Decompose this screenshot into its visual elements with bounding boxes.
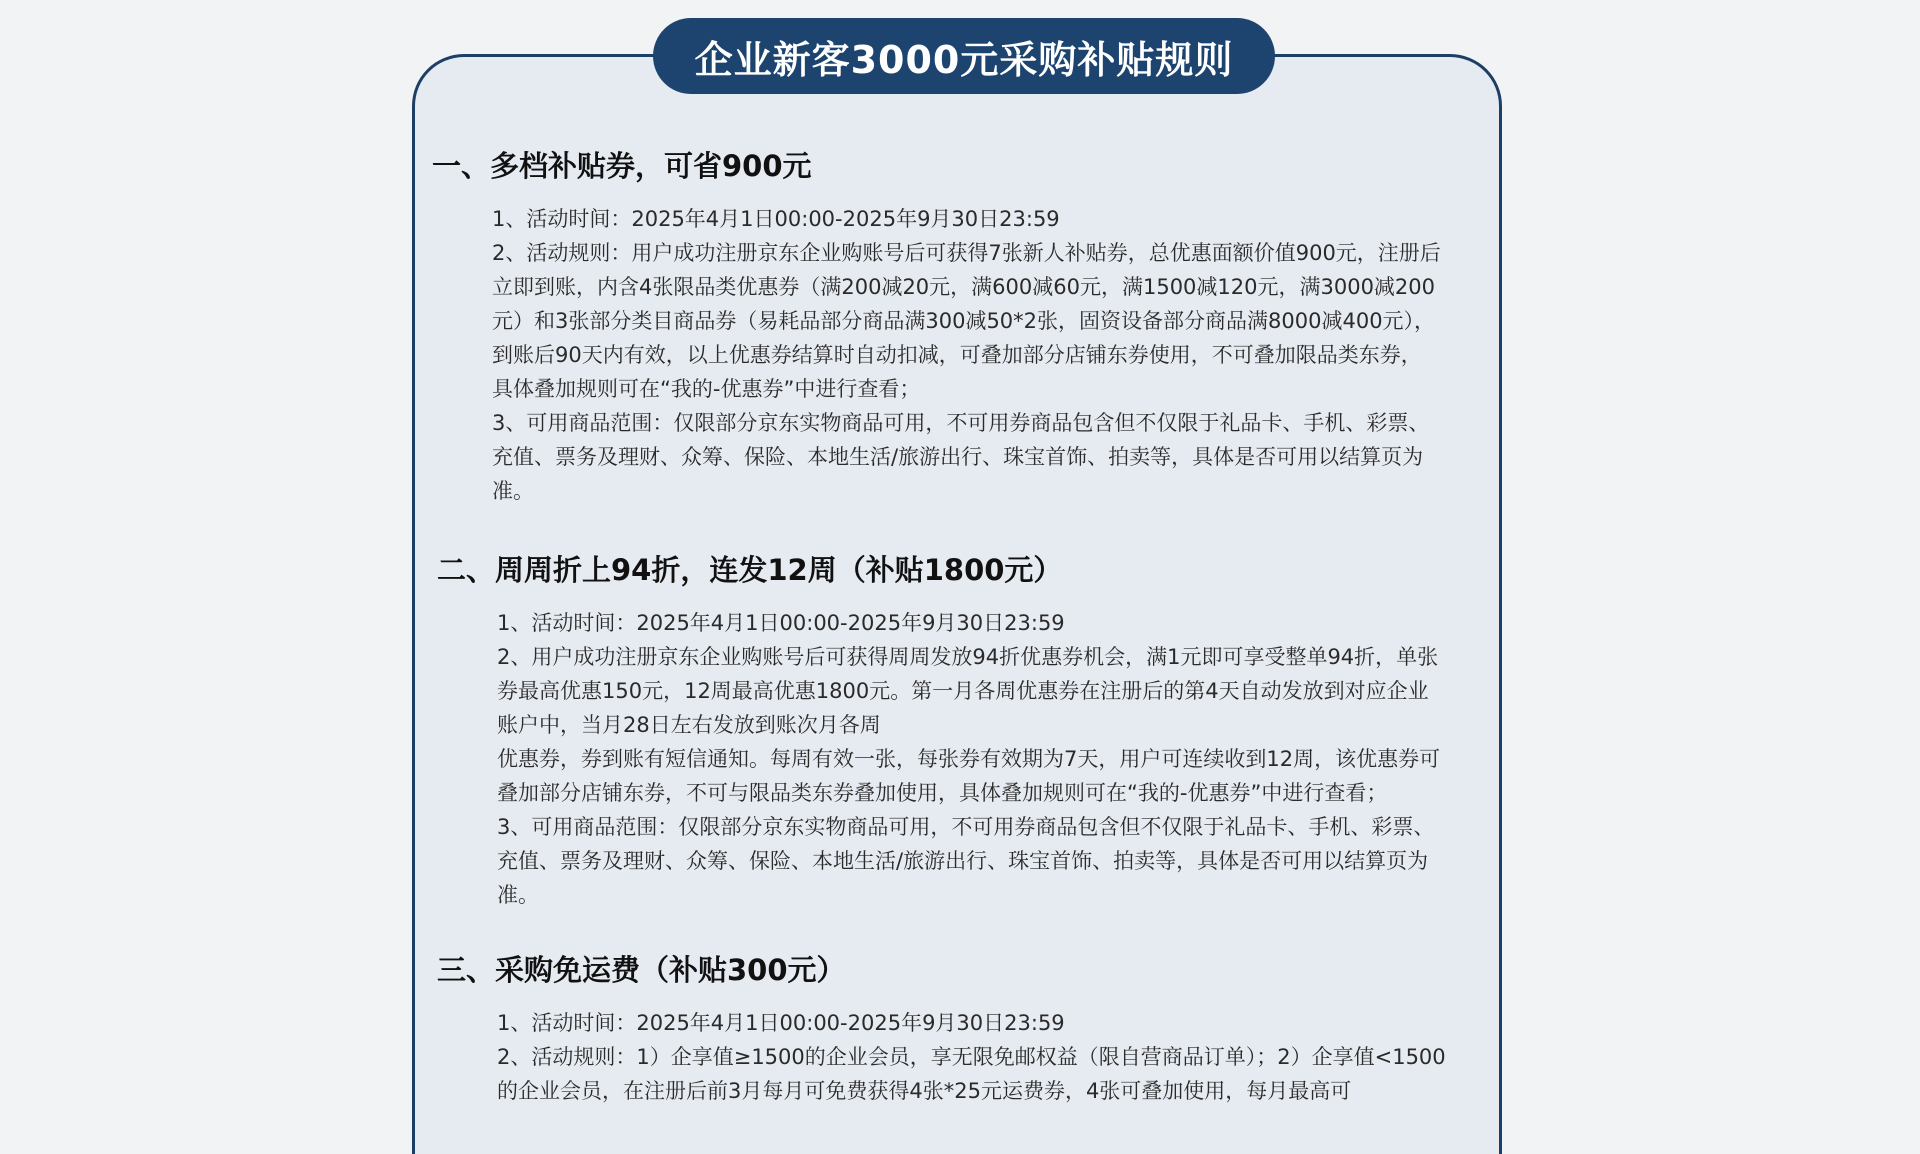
rule-text: 1、活动时间：2025年4月1日00:00-2025年9月30日23:59 [497,1011,1065,1035]
rule-text: 2、活动规则：1）企享值≥1500的企业会员，享无限免邮权益（限自营商品订单）；2）企享值<1500的企业会员，在注册后前3月每月可免费获得4张*25元运费券，4张可叠加使用，每月最高可 [497,1045,1446,1103]
rule-text: 2、用户成功注册京东企业购账号后可获得周周发放94折优惠券机会，满1元即可享受整单94折，单张券最高优惠150元，12周最高优惠1800元。第一月各周优惠券在注册后的第4天自动发放到对应企业账户中，当月28日左右发放到账次月各周 [497,645,1439,737]
section-heading-1: 一、多档补贴券，可省900元 [432,149,812,183]
rule-text: 2、活动规则：用户成功注册京东企业购账号后可获得7张新人补贴券，总优惠面额价值900元，注册后立即到账，内含4张限品类优惠券（满200减20元，满600减60元，满1500减120元，满3000减200元）和3张部分类目商品券（易耗品部分商品满300减50*2张，固资设备部分商品满8000减400元），到账后90天内有效，以上优惠券结算时自动扣减，可叠加部分店铺东券使用，不可叠加限品类东券，具体叠加规则可在“我的-优惠券”中进行查看； [492,241,1441,401]
rule-text: 3、可用商品范围：仅限部分京东实物商品可用，不可用券商品包含但不仅限于礼品卡、手机、彩票、充值、票务及理财、众筹、保险、本地生活/旅游出行、珠宝首饰、拍卖等，具体是否可用以结算页为准。 [497,815,1435,907]
section-heading-3: 三、采购免运费（补贴300元） [437,953,846,987]
rule-text: 1、活动时间：2025年4月1日00:00-2025年9月30日23:59 [492,207,1060,231]
rule-text: 1、活动时间：2025年4月1日00:00-2025年9月30日23:59 [497,611,1065,635]
rule-text: 优惠券，券到账有短信通知。每周有效一张，每张券有效期为7天，用户可连续收到12周，该优惠券可叠加部分店铺东券，不可与限品类东券叠加使用，具体叠加规则可在“我的-优惠券”中进行查看； [497,747,1441,805]
rule-text: 3、可用商品范围：仅限部分京东实物商品可用，不可用券商品包含但不仅限于礼品卡、手机、彩票、充值、票务及理财、众筹、保险、本地生活/旅游出行、珠宝首饰、拍卖等，具体是否可用以结算页为准。 [492,411,1430,503]
section-heading-2: 二、周周折上94折，连发12周（补贴1800元） [437,553,1063,587]
page-title: 企业新客3000元采购补贴规则 [653,18,1275,94]
